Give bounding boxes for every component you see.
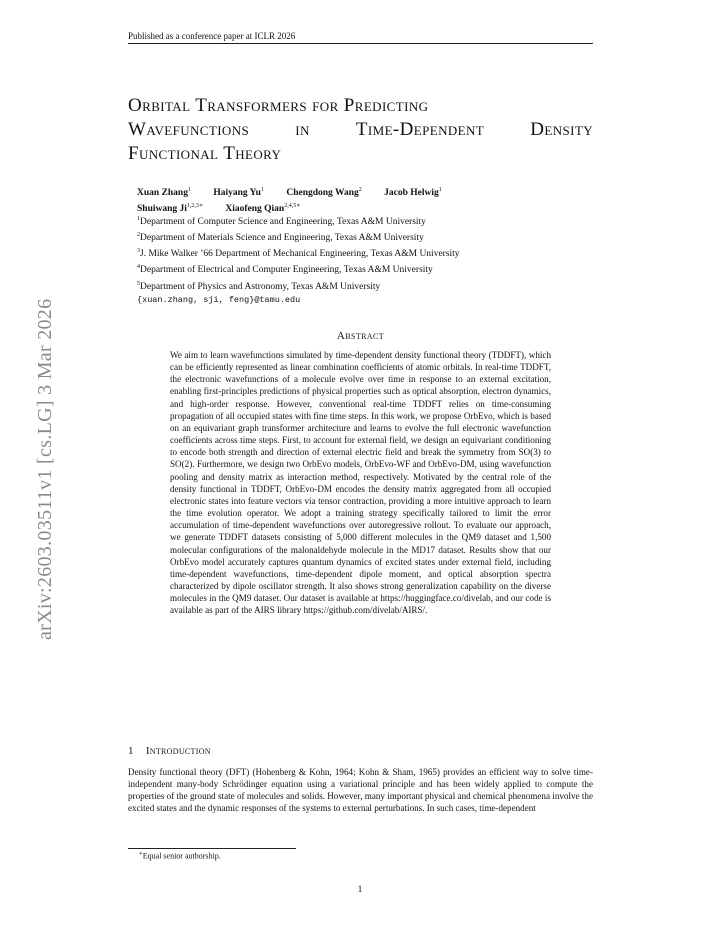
section-heading-introduction [128, 745, 593, 757]
author: Xiaofeng Qian$^{2,4,5∗}$ [225, 203, 301, 215]
section-title: Introduction [145, 745, 211, 757]
author: Chengdong Wang$^2$ [286, 187, 362, 199]
author-list [137, 184, 597, 216]
paper-title [128, 94, 593, 166]
author: Jacob Helwig$^1$ [384, 187, 442, 199]
affiliation: $^4$Department of Electrical and Computer Engineering, Texas A&M University [137, 264, 433, 276]
author: Xuan Zhang$^1$ [137, 187, 191, 199]
affiliation: $^5$Department of Physics and Astronomy, Texas A&M University [137, 280, 381, 292]
abstract-heading: Abstract [336, 330, 385, 342]
title-word: in [295, 119, 310, 140]
title-word: Wavefunctions [128, 119, 250, 140]
introduction-paragraph: Density functional theory (DFT) (Hohenberg & Kohn, 1964; Kohn & Sham, 1965) provides an efficient way to solve time-independent many-body Schrödinger equation using a variational principle and has been widely applied to compute the properties of the ground state of molecules and solids. However, many important physical and chemical phenomena involve the excited states and the dynamic responses of the systems to external perturbations. In such cases, time-dependent [128, 767, 593, 814]
title-line-1: Orbital Transformers for Predicting [128, 95, 429, 116]
title-word: Time-Dependent [355, 119, 485, 140]
abstract-body: We aim to learn wavefunctions simulated by time-dependent density functional theory (TDDFT), which can be efficiently represented as linear combination coefficients of atomic orbitals. In real-time TDDFT, the electronic wavefunctions of a molecule evolve over time in response to an external excitation, enabling first-principles predictions of physical properties such as optical absorption, electron dynamics, and high-order response. However, conventional real-time TDDFT relies on time-consuming propagation of all occupied states with fine time steps. In this work, we propose OrbEvo, which is based on an equivariant graph transformer architecture and learns to evolve the full electronic wavefunction coefficients across time steps. First, to account for external field, we design an equivariant conditioning to encode both strength and direction of external electric field and break the symmetry from SO(3) to SO(2). Furthermore, we design two OrbEvo models, OrbEvo-WF and OrbEvo-DM, using wavefunction pooling and density matrix as interaction method, respectively. Motivated by the central role of the density functional in TDDFT, OrbEvo-DM encodes the density matrix aggregated from all occupied electronic states into feature vectors via tensor contraction, providing a more intuitive approach to learn the time evolution operator. We adopt a training strategy specifically tailored to limit the error accumulation of time-dependent wavefunctions over autoregressive rollout. To evaluate our approach, we generate TDDFT datasets consisting of 5,000 different molecules in the QM9 dataset and 1,500 molecular configurations of the malonaldehyde molecule in the MD17 dataset. Results show that our OrbEvo model accurately captures quantum dynamics of excited states under external field, including time-dependent wavefunctions, time-dependent dipole moment, and optical absorption spectra characterized by dipole oscillator strength. It also shows strong generalization capability on the diverse molecules in the QM9 dataset. Our dataset is available at https://huggingface.co/divelab, and our code is available as part of the AIRS library https://github.com/divelab/AIRS/. [170, 350, 551, 616]
affiliation: $^2$Department of Materials Science and Engineering, Texas A&M University [137, 232, 424, 244]
author-row-1 [137, 184, 597, 200]
author: Shuiwang $Ji^{1,2,3∗}$ [137, 203, 203, 215]
affiliation: $^3$J. Mike Walker ’66 Department of Mechanical Engineering, Texas A&M University [137, 248, 460, 260]
arxiv-identifier-stamp[interactable]: arXiv:2603.03511v1 [cs.LG] 3 Mar 2026 [34, 298, 56, 640]
footnote-divider [128, 848, 296, 849]
running-header: Published as a conference paper at ICLR 2026 [128, 31, 593, 44]
footnote: ∗Equal senior authorship. [139, 851, 221, 861]
affiliation: $^1$Department of Computer Science and Engineering, Texas A&M University [137, 216, 426, 228]
author-email[interactable]: {xuan.zhang, sji, feng}@tamu.edu [137, 294, 301, 305]
title-line-3: Functional Theory [128, 143, 282, 164]
page-number: 1 [357, 885, 363, 895]
title-word: Density [530, 119, 593, 140]
title-line-2 [128, 118, 593, 142]
author: Haiyang Yu$^1$ [213, 187, 264, 199]
section-number: 1 [128, 745, 134, 757]
affiliation-list [137, 213, 597, 307]
